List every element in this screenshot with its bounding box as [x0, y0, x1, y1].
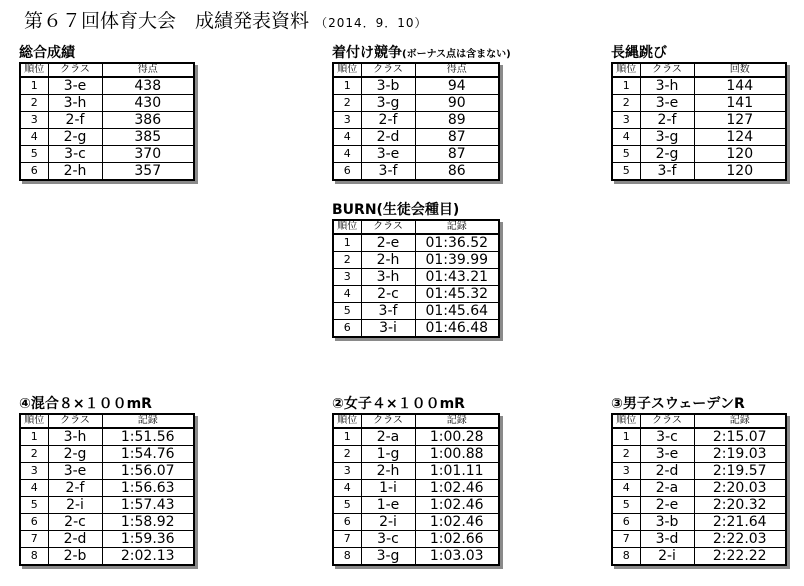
rank-cell: 4 — [333, 146, 361, 163]
class-cell: 3-e — [48, 463, 102, 480]
table-row — [20, 548, 194, 566]
table-row — [20, 497, 194, 514]
value-cell: 124 — [694, 129, 786, 146]
class-cell: 2-c — [361, 286, 415, 303]
value-cell: 87 — [415, 129, 499, 146]
class-cell: 3-f — [640, 163, 694, 181]
section-title-text: ②女子４×１００mR — [332, 396, 465, 412]
value-cell: 01:39.99 — [415, 252, 499, 269]
value-cell: 1:02.66 — [415, 531, 499, 548]
value-cell: 385 — [102, 129, 194, 146]
value-cell: 2:15.07 — [694, 428, 786, 446]
kitsuke-results — [332, 45, 511, 181]
page-title — [24, 6, 428, 33]
table-row — [612, 146, 786, 163]
table-row — [333, 146, 499, 163]
value-cell: 120 — [694, 146, 786, 163]
class-cell: 2-a — [640, 480, 694, 497]
rank-cell: 5 — [612, 146, 640, 163]
class-cell: 3-c — [640, 428, 694, 446]
class-cell: 2-h — [48, 163, 102, 181]
table-row — [333, 428, 499, 446]
value-cell: 1:57.43 — [102, 497, 194, 514]
rank-cell: 6 — [20, 163, 48, 181]
value-cell: 1:03.03 — [415, 548, 499, 566]
value-header: 記録 — [415, 414, 499, 428]
value-cell: 1:56.63 — [102, 480, 194, 497]
value-cell: 01:46.48 — [415, 320, 499, 338]
class-cell: 1-i — [361, 480, 415, 497]
rank-cell: 2 — [20, 95, 48, 112]
value-cell: 120 — [694, 163, 786, 181]
class-cell: 3-e — [640, 95, 694, 112]
table-row — [612, 497, 786, 514]
rank-cell: 2 — [20, 446, 48, 463]
table-header-row — [333, 414, 499, 428]
rank-cell: 2 — [612, 95, 640, 112]
section-title-text: 長縄跳び — [611, 45, 667, 61]
class-cell: 3-g — [361, 548, 415, 566]
rank-cell: 6 — [333, 514, 361, 531]
rank-cell: 5 — [612, 163, 640, 181]
table-row — [333, 77, 499, 95]
rank-cell: 4 — [333, 286, 361, 303]
class-cell: 2-d — [640, 463, 694, 480]
table-row — [333, 514, 499, 531]
value-cell: 386 — [102, 112, 194, 129]
rank-cell: 3 — [612, 112, 640, 129]
table-row — [20, 163, 194, 181]
rank-cell: 7 — [612, 531, 640, 548]
ranking-table — [332, 413, 500, 566]
rank-cell: 4 — [612, 480, 640, 497]
rank-cell: 2 — [612, 446, 640, 463]
rank-cell: 4 — [20, 129, 48, 146]
section-title — [19, 45, 195, 62]
rank-cell: 3 — [333, 463, 361, 480]
rank-cell: 8 — [333, 548, 361, 566]
table-row — [20, 77, 194, 95]
class-cell: 2-g — [48, 129, 102, 146]
table-row — [20, 480, 194, 497]
value-cell: 1:02.46 — [415, 514, 499, 531]
table-header-row — [333, 63, 499, 77]
class-cell: 3-f — [361, 163, 415, 181]
class-cell: 3-f — [361, 303, 415, 320]
table-row — [333, 234, 499, 252]
rank-cell: 6 — [333, 320, 361, 338]
value-cell: 430 — [102, 95, 194, 112]
table-row — [333, 497, 499, 514]
section-title — [611, 396, 787, 413]
rank-cell: 1 — [20, 77, 48, 95]
rank-header: 順位 — [20, 414, 48, 428]
women-relay-results — [332, 396, 500, 566]
value-cell: 2:19.03 — [694, 446, 786, 463]
table-row — [333, 252, 499, 269]
section-title-text: ④混合８×１００mR — [19, 396, 152, 412]
value-cell: 127 — [694, 112, 786, 129]
value-cell: 1:00.88 — [415, 446, 499, 463]
value-cell: 01:45.64 — [415, 303, 499, 320]
class-cell: 2-d — [361, 129, 415, 146]
value-cell: 1:59.36 — [102, 531, 194, 548]
table-row — [612, 446, 786, 463]
class-cell: 3-h — [640, 77, 694, 95]
men-relay-results — [611, 396, 787, 566]
class-cell: 3-g — [640, 129, 694, 146]
ranking-table — [611, 62, 787, 181]
rank-cell: 7 — [333, 531, 361, 548]
longrope-results — [611, 45, 787, 181]
value-cell: 144 — [694, 77, 786, 95]
value-header: 得点 — [102, 63, 194, 77]
rank-cell: 2 — [333, 446, 361, 463]
section-title — [611, 45, 787, 62]
class-cell: 3-g — [361, 95, 415, 112]
value-header: 回数 — [694, 63, 786, 77]
rank-header: 順位 — [333, 414, 361, 428]
class-cell: 2-b — [48, 548, 102, 566]
rank-header: 順位 — [20, 63, 48, 77]
rank-cell: 1 — [333, 428, 361, 446]
value-cell: 2:19.57 — [694, 463, 786, 480]
class-cell: 2-a — [361, 428, 415, 446]
table-row — [333, 129, 499, 146]
class-cell: 3-h — [361, 269, 415, 286]
rank-cell: 8 — [612, 548, 640, 566]
table-row — [20, 112, 194, 129]
class-header: クラス — [48, 63, 102, 77]
value-cell: 2:21.64 — [694, 514, 786, 531]
class-cell: 2-f — [640, 112, 694, 129]
title-date: （2014．9．10） — [315, 16, 428, 30]
table-row — [333, 480, 499, 497]
table-row — [20, 463, 194, 480]
value-cell: 1:02.46 — [415, 497, 499, 514]
table-row — [612, 514, 786, 531]
table-row — [333, 303, 499, 320]
table-row — [333, 112, 499, 129]
rank-cell: 8 — [20, 548, 48, 566]
rank-cell: 1 — [612, 428, 640, 446]
class-cell: 3-b — [640, 514, 694, 531]
table-header-row — [612, 63, 786, 77]
value-header: 記録 — [694, 414, 786, 428]
value-cell: 1:02.46 — [415, 480, 499, 497]
rank-cell: 1 — [333, 234, 361, 252]
section-subtitle: (ボーナス点は含まない) — [402, 49, 511, 60]
rank-header: 順位 — [333, 63, 361, 77]
class-cell: 2-f — [48, 112, 102, 129]
table-row — [20, 129, 194, 146]
section-title — [332, 396, 500, 413]
rank-cell: 2 — [333, 95, 361, 112]
table-row — [612, 428, 786, 446]
ranking-table — [611, 413, 787, 566]
table-header-row — [612, 414, 786, 428]
class-cell: 3-b — [361, 77, 415, 95]
rank-cell: 1 — [612, 77, 640, 95]
rank-cell: 3 — [333, 112, 361, 129]
value-cell: 01:43.21 — [415, 269, 499, 286]
class-cell: 3-e — [361, 146, 415, 163]
table-row — [612, 480, 786, 497]
table-row — [20, 95, 194, 112]
class-cell: 2-i — [361, 514, 415, 531]
section-title-text: ③男子スウェーデンR — [611, 396, 745, 412]
class-cell: 3-h — [48, 95, 102, 112]
rank-cell: 6 — [612, 514, 640, 531]
table-row — [612, 531, 786, 548]
ranking-table — [19, 413, 195, 566]
table-row — [333, 446, 499, 463]
ranking-table — [332, 62, 500, 181]
rank-header: 順位 — [612, 63, 640, 77]
section-title-text: 着付け競争 — [332, 45, 402, 61]
value-cell: 1:01.11 — [415, 463, 499, 480]
class-cell: 2-e — [640, 497, 694, 514]
table-row — [333, 531, 499, 548]
class-cell: 2-i — [48, 497, 102, 514]
section-title — [332, 45, 511, 62]
ranking-table — [332, 219, 500, 338]
class-cell: 3-e — [48, 77, 102, 95]
class-cell: 2-f — [361, 112, 415, 129]
class-cell: 3-h — [48, 428, 102, 446]
table-row — [612, 463, 786, 480]
rank-cell: 5 — [20, 497, 48, 514]
value-cell: 89 — [415, 112, 499, 129]
value-cell: 2:22.03 — [694, 531, 786, 548]
rank-cell: 5 — [333, 497, 361, 514]
class-header: クラス — [361, 63, 415, 77]
class-cell: 2-h — [361, 252, 415, 269]
value-cell: 357 — [102, 163, 194, 181]
section-title — [19, 396, 195, 413]
rank-cell: 1 — [333, 77, 361, 95]
rank-cell: 4 — [333, 129, 361, 146]
table-header-row — [20, 63, 194, 77]
value-cell: 1:00.28 — [415, 428, 499, 446]
table-row — [612, 112, 786, 129]
class-cell: 2-i — [640, 548, 694, 566]
ranking-table — [19, 62, 195, 181]
table-row — [20, 531, 194, 548]
value-cell: 86 — [415, 163, 499, 181]
table-row — [612, 548, 786, 566]
value-cell: 438 — [102, 77, 194, 95]
table-header-row — [20, 414, 194, 428]
mixed-relay-results — [19, 396, 195, 566]
rank-cell: 3 — [20, 112, 48, 129]
table-row — [20, 446, 194, 463]
class-cell: 1-g — [361, 446, 415, 463]
class-cell: 3-i — [361, 320, 415, 338]
value-cell: 2:20.03 — [694, 480, 786, 497]
rank-cell: 6 — [333, 163, 361, 181]
class-cell: 2-d — [48, 531, 102, 548]
section-title — [332, 202, 500, 219]
class-cell: 2-h — [361, 463, 415, 480]
value-cell: 370 — [102, 146, 194, 163]
class-cell: 3-e — [640, 446, 694, 463]
class-cell: 2-e — [361, 234, 415, 252]
rank-cell: 1 — [20, 428, 48, 446]
title-text: 第６７回体育大会 成績発表資料 — [24, 10, 310, 32]
class-header: クラス — [361, 220, 415, 234]
section-title-text: 総合成績 — [19, 45, 75, 61]
value-cell: 141 — [694, 95, 786, 112]
rank-cell: 3 — [20, 463, 48, 480]
value-cell: 87 — [415, 146, 499, 163]
value-cell: 94 — [415, 77, 499, 95]
class-cell: 2-g — [640, 146, 694, 163]
table-row — [333, 269, 499, 286]
class-header: クラス — [48, 414, 102, 428]
section-title-text: BURN(生徒会種目) — [332, 202, 460, 218]
rank-cell: 5 — [333, 303, 361, 320]
table-row — [333, 320, 499, 338]
table-row — [333, 286, 499, 303]
table-header-row — [333, 220, 499, 234]
burn-results — [332, 202, 500, 338]
rank-cell: 6 — [20, 514, 48, 531]
class-cell: 3-d — [640, 531, 694, 548]
class-cell: 2-g — [48, 446, 102, 463]
class-cell: 2-f — [48, 480, 102, 497]
table-row — [612, 95, 786, 112]
value-cell: 2:02.13 — [102, 548, 194, 566]
rank-cell: 5 — [612, 497, 640, 514]
table-row — [612, 77, 786, 95]
class-header: クラス — [640, 63, 694, 77]
value-header: 記録 — [415, 220, 499, 234]
rank-cell: 3 — [612, 463, 640, 480]
value-header: 記録 — [102, 414, 194, 428]
rank-cell: 2 — [333, 252, 361, 269]
rank-header: 順位 — [612, 414, 640, 428]
table-row — [612, 163, 786, 181]
value-cell: 01:36.52 — [415, 234, 499, 252]
value-cell: 90 — [415, 95, 499, 112]
table-row — [333, 163, 499, 181]
class-header: クラス — [640, 414, 694, 428]
table-row — [333, 95, 499, 112]
class-header: クラス — [361, 414, 415, 428]
value-cell: 1:56.07 — [102, 463, 194, 480]
value-cell: 1:54.76 — [102, 446, 194, 463]
value-cell: 1:51.56 — [102, 428, 194, 446]
rank-cell: 4 — [333, 480, 361, 497]
class-cell: 3-c — [48, 146, 102, 163]
table-row — [333, 548, 499, 566]
rank-cell: 4 — [20, 480, 48, 497]
rank-cell: 4 — [612, 129, 640, 146]
overall-results — [19, 45, 195, 181]
table-row — [333, 463, 499, 480]
class-cell: 2-c — [48, 514, 102, 531]
table-row — [20, 428, 194, 446]
rank-header: 順位 — [333, 220, 361, 234]
rank-cell: 7 — [20, 531, 48, 548]
table-row — [612, 129, 786, 146]
class-cell: 1-e — [361, 497, 415, 514]
value-cell: 1:58.92 — [102, 514, 194, 531]
table-row — [20, 146, 194, 163]
class-cell: 3-c — [361, 531, 415, 548]
value-cell: 2:22.22 — [694, 548, 786, 566]
value-header: 得点 — [415, 63, 499, 77]
value-cell: 01:45.32 — [415, 286, 499, 303]
table-row — [20, 514, 194, 531]
rank-cell: 5 — [20, 146, 48, 163]
rank-cell: 3 — [333, 269, 361, 286]
value-cell: 2:20.32 — [694, 497, 786, 514]
